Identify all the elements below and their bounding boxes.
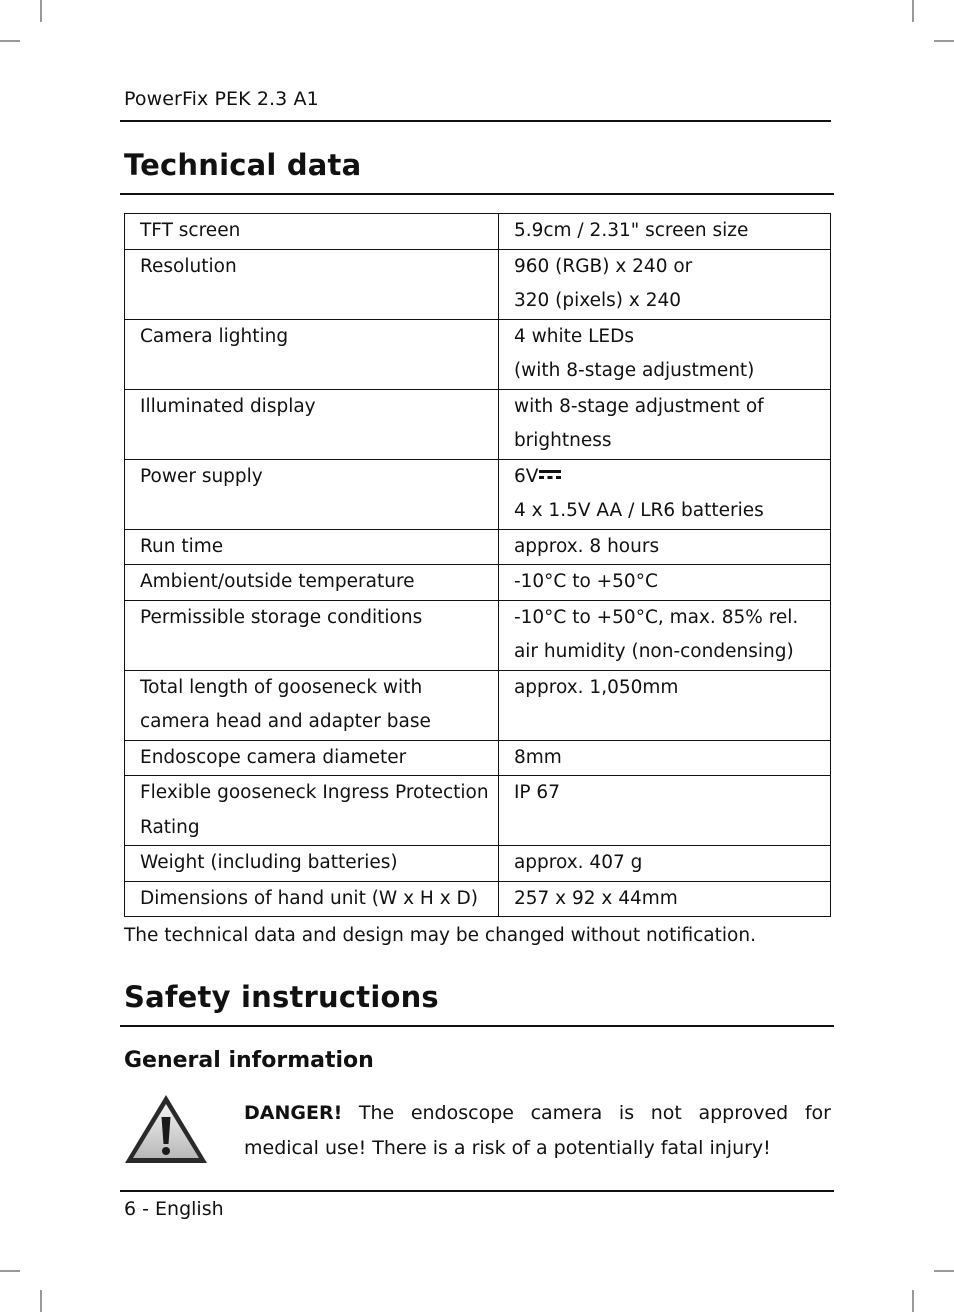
spec-value: IP 67 bbox=[513, 782, 560, 803]
spec-value-line bbox=[514, 776, 822, 811]
table-row bbox=[125, 776, 831, 846]
spec-value-cell bbox=[498, 319, 830, 389]
spec-value: -10°C to +50°C, max. 85% rel. bbox=[513, 606, 799, 628]
spec-label-cell bbox=[125, 459, 499, 529]
spec-value-cell bbox=[498, 249, 830, 319]
page-header: PowerFix PEK 2.3 A1 bbox=[124, 88, 319, 110]
spec-value-line bbox=[514, 250, 822, 285]
spec-value: 6V bbox=[513, 465, 539, 487]
spec-value: with 8-stage adjustment of bbox=[513, 395, 764, 417]
danger-text: The endoscope camera is not approved for medical use! There is a risk of a potentially fatal injury! bbox=[244, 1102, 831, 1159]
spec-label: Total length of gooseneck with bbox=[140, 676, 423, 698]
warning-triangle-icon bbox=[123, 1093, 209, 1165]
spec-value: 320 (pixels) x 240 bbox=[513, 290, 682, 311]
table-row bbox=[125, 670, 831, 740]
spec-value-cell bbox=[498, 214, 830, 250]
spec-value-line bbox=[514, 460, 822, 495]
spec-value-cell bbox=[498, 529, 830, 565]
spec-value: 5.9cm / 2.31" screen size bbox=[513, 220, 749, 241]
spec-value-line bbox=[514, 565, 822, 600]
table-row bbox=[125, 319, 831, 389]
spec-label: Ambient/outside temperature bbox=[140, 571, 415, 592]
crop-mark bbox=[912, 0, 914, 22]
header-rule bbox=[120, 120, 831, 122]
spec-label: Camera lighting bbox=[140, 325, 289, 347]
spec-value-cell bbox=[498, 846, 830, 882]
spec-value: air humidity (non-condensing) bbox=[513, 641, 794, 662]
spec-label-cell bbox=[125, 670, 499, 740]
spec-value-line bbox=[514, 494, 822, 529]
spec-label-cell bbox=[125, 881, 499, 917]
spec-label-cell bbox=[125, 249, 499, 319]
spec-value-line bbox=[514, 846, 822, 881]
spec-label: Resolution bbox=[140, 255, 237, 277]
safety-heading: Safety instructions bbox=[124, 980, 439, 1014]
spec-label-cell bbox=[125, 846, 499, 882]
spec-label: Endoscope camera diameter bbox=[140, 746, 407, 768]
table-row bbox=[125, 249, 831, 319]
spec-value: brightness bbox=[513, 430, 612, 451]
spec-value-cell bbox=[498, 776, 830, 846]
spec-label-cell bbox=[125, 214, 499, 250]
spec-label: Run time bbox=[140, 535, 224, 557]
technical-data-heading: Technical data bbox=[124, 148, 362, 182]
spec-value: approx. 8 hours bbox=[513, 535, 660, 557]
spec-value: -10°C to +50°C bbox=[513, 571, 658, 592]
spec-label: Rating bbox=[140, 816, 200, 838]
table-row bbox=[125, 740, 831, 776]
spec-value-line bbox=[514, 741, 822, 776]
crop-mark bbox=[934, 1270, 954, 1272]
spec-label-cell bbox=[125, 529, 499, 565]
section-rule bbox=[120, 193, 834, 195]
spec-value-line bbox=[514, 214, 822, 249]
footer-rule bbox=[120, 1190, 834, 1192]
spec-label-cell bbox=[125, 565, 499, 601]
technical-note: The technical data and design may be changed without notification. bbox=[124, 925, 756, 946]
spec-label: Power supply bbox=[140, 465, 263, 487]
spec-value: 960 (RGB) x 240 or bbox=[513, 255, 693, 277]
danger-label: DANGER! bbox=[244, 1102, 343, 1124]
section-rule bbox=[120, 1025, 834, 1027]
table-row bbox=[125, 881, 831, 917]
spec-value-line bbox=[514, 530, 822, 565]
spec-value: 257 x 92 x 44mm bbox=[513, 887, 678, 909]
spec-value: 4 x 1.5V AA / LR6 batteries bbox=[513, 500, 764, 521]
crop-mark bbox=[40, 1290, 42, 1312]
spec-value-cell bbox=[498, 600, 830, 670]
spec-value-cell bbox=[498, 740, 830, 776]
table-row bbox=[125, 565, 831, 601]
spec-label-cell bbox=[125, 776, 499, 846]
spec-value: 8mm bbox=[513, 746, 562, 768]
spec-label: Weight (including batteries) bbox=[140, 852, 398, 873]
table-row bbox=[125, 846, 831, 882]
spec-label: TFT screen bbox=[140, 220, 241, 241]
spec-value-line bbox=[514, 284, 822, 319]
spec-value-line bbox=[514, 354, 822, 389]
spec-label-cell bbox=[125, 740, 499, 776]
page-footer: 6 - English bbox=[124, 1198, 224, 1220]
table-row bbox=[125, 529, 831, 565]
table-row bbox=[125, 389, 831, 459]
spec-label: camera head and adapter base bbox=[140, 711, 431, 732]
spec-value-cell bbox=[498, 389, 830, 459]
spec-value-line bbox=[514, 882, 822, 917]
spec-value: approx. 407 g bbox=[513, 852, 643, 873]
spec-value: approx. 1,050mm bbox=[513, 676, 679, 698]
spec-value-line bbox=[514, 320, 822, 355]
crop-mark bbox=[912, 1290, 914, 1312]
table-row bbox=[125, 214, 831, 250]
crop-mark bbox=[934, 40, 954, 42]
spec-value: 4 white LEDs bbox=[513, 325, 634, 347]
spec-label-cell bbox=[125, 389, 499, 459]
spec-value-cell bbox=[498, 881, 830, 917]
spec-label-cell bbox=[125, 600, 499, 670]
spec-value-line bbox=[514, 424, 822, 459]
danger-warning bbox=[244, 1096, 831, 1165]
spec-label-cell bbox=[125, 319, 499, 389]
spec-label: Dimensions of hand unit (W x H x D) bbox=[140, 887, 479, 909]
spec-value: (with 8-stage adjustment) bbox=[513, 360, 755, 381]
spec-value-cell bbox=[498, 670, 830, 740]
technical-data-table bbox=[124, 213, 831, 917]
table-row bbox=[125, 600, 831, 670]
spec-value-line bbox=[514, 601, 822, 636]
spec-value-cell bbox=[498, 459, 830, 529]
spec-value-cell bbox=[498, 565, 830, 601]
crop-mark bbox=[0, 40, 20, 42]
spec-value-line bbox=[514, 671, 822, 706]
crop-mark bbox=[40, 0, 42, 22]
technical-data-rows bbox=[125, 214, 831, 917]
spec-label: Flexible gooseneck Ingress Protection bbox=[140, 782, 489, 803]
spec-label: Permissible storage conditions bbox=[140, 606, 423, 628]
spec-label: Illuminated display bbox=[140, 395, 316, 417]
spec-value-line bbox=[514, 390, 822, 425]
spec-value-line bbox=[514, 635, 822, 670]
crop-mark bbox=[0, 1270, 20, 1272]
direct-current-icon bbox=[539, 468, 561, 482]
table-row bbox=[125, 459, 831, 529]
general-information-heading: General information bbox=[124, 1048, 374, 1073]
